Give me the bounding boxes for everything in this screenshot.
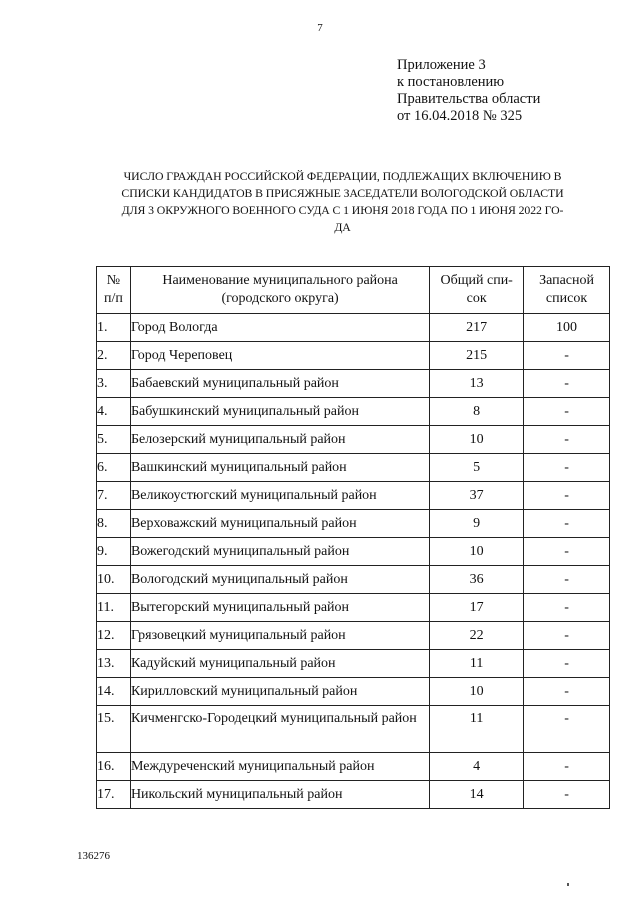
table-row — [97, 781, 610, 809]
table-header-row — [97, 267, 610, 314]
row-reserve: - — [524, 566, 610, 594]
row-total: 8 — [430, 398, 524, 426]
appendix-line: Правительства области — [397, 91, 541, 107]
header-name — [130, 267, 429, 314]
row-num: 12. — [97, 622, 131, 650]
header-total-line: Общий спи- — [440, 273, 513, 288]
row-name: Кирилловский муниципальный район — [130, 678, 429, 706]
row-num: 7. — [97, 482, 131, 510]
header-num-line: п/п — [104, 291, 123, 306]
row-reserve: - — [524, 370, 610, 398]
appendix-line: от 16.04.2018 № 325 — [397, 108, 523, 124]
title-line: ЧИСЛО ГРАЖДАН РОССИЙСКОЙ ФЕДЕРАЦИИ, ПОДЛЕЖАЩИХ ВКЛЮЧЕНИЮ В — [123, 169, 562, 183]
table-row — [97, 594, 610, 622]
row-reserve: - — [524, 706, 610, 753]
appendix-line: к постановлению — [397, 74, 505, 90]
row-reserve: - — [524, 678, 610, 706]
row-name: Бабушкинский муниципальный район — [130, 398, 429, 426]
row-reserve: - — [524, 482, 610, 510]
row-total: 11 — [430, 706, 524, 753]
row-name: Вытегорский муниципальный район — [130, 594, 429, 622]
table-row — [97, 370, 610, 398]
title-line: СПИСКИ КАНДИДАТОВ В ПРИСЯЖНЫЕ ЗАСЕДАТЕЛИ ВОЛОГОДСКОЙ ОБЛАСТИ — [121, 186, 564, 200]
header-reserve — [524, 267, 610, 314]
row-num: 3. — [97, 370, 131, 398]
row-reserve: - — [524, 454, 610, 482]
row-total: 36 — [430, 566, 524, 594]
row-name: Верховажский муниципальный район — [130, 510, 429, 538]
table-row — [97, 398, 610, 426]
row-total: 10 — [430, 538, 524, 566]
row-num: 8. — [97, 510, 131, 538]
row-reserve: 100 — [524, 314, 610, 342]
header-name-line: Наименование муниципального района — [162, 273, 398, 288]
row-total: 22 — [430, 622, 524, 650]
row-total: 9 — [430, 510, 524, 538]
row-name: Кадуйский муниципальный район — [130, 650, 429, 678]
districts-table — [96, 266, 610, 809]
row-num: 13. — [97, 650, 131, 678]
row-total: 17 — [430, 594, 524, 622]
row-name: Грязовецкий муниципальный район — [130, 622, 429, 650]
table-row — [97, 510, 610, 538]
row-name: Никольский муниципальный район — [130, 781, 429, 809]
row-num: 14. — [97, 678, 131, 706]
row-name: Город Череповец — [130, 342, 429, 370]
row-name: Вашкинский муниципальный район — [130, 454, 429, 482]
row-name: Великоустюгский муниципальный район — [130, 482, 429, 510]
table-row — [97, 706, 610, 753]
title-line: ДА — [334, 220, 351, 234]
row-reserve: - — [524, 650, 610, 678]
table-row — [97, 650, 610, 678]
row-reserve: - — [524, 398, 610, 426]
row-total: 217 — [430, 314, 524, 342]
row-total: 14 — [430, 781, 524, 809]
appendix-line: Приложение 3 — [397, 57, 486, 73]
row-total: 10 — [430, 678, 524, 706]
row-num: 11. — [97, 594, 131, 622]
row-name: Кичменгско-Городецкий муниципальный район — [130, 706, 429, 753]
row-num: 16. — [97, 753, 131, 781]
row-name: Междуреченский муниципальный район — [130, 753, 429, 781]
table-row — [97, 622, 610, 650]
row-name: Вологодский муниципальный район — [130, 566, 429, 594]
table-row — [97, 482, 610, 510]
row-num: 17. — [97, 781, 131, 809]
table-row — [97, 753, 610, 781]
header-reserve-line: Запасной — [539, 273, 595, 288]
row-name: Город Вологда — [130, 314, 429, 342]
row-name: Белозерский муниципальный район — [130, 426, 429, 454]
row-num: 2. — [97, 342, 131, 370]
row-name: Вожегодский муниципальный район — [130, 538, 429, 566]
row-total: 5 — [430, 454, 524, 482]
document-code: 136276 — [77, 850, 110, 862]
row-total: 10 — [430, 426, 524, 454]
table-row — [97, 454, 610, 482]
scan-mark — [567, 883, 569, 886]
row-num: 9. — [97, 538, 131, 566]
row-reserve: - — [524, 342, 610, 370]
row-reserve: - — [524, 538, 610, 566]
header-name-line: (городского округа) — [221, 291, 339, 306]
header-num — [97, 267, 131, 314]
row-total: 215 — [430, 342, 524, 370]
row-num: 1. — [97, 314, 131, 342]
header-num-line: № — [106, 273, 121, 288]
row-total: 11 — [430, 650, 524, 678]
header-total — [430, 267, 524, 314]
table-row — [97, 566, 610, 594]
table-row — [97, 314, 610, 342]
row-name: Бабаевский муниципальный район — [130, 370, 429, 398]
table-row — [97, 538, 610, 566]
row-total: 37 — [430, 482, 524, 510]
row-total: 13 — [430, 370, 524, 398]
header-total-line: сок — [466, 291, 487, 306]
header-reserve-line: список — [545, 291, 588, 306]
row-num: 6. — [97, 454, 131, 482]
row-num: 10. — [97, 566, 131, 594]
row-reserve: - — [524, 781, 610, 809]
title-line: ДЛЯ 3 ОКРУЖНОГО ВОЕННОГО СУДА С 1 ИЮНЯ 2018 ГОДА ПО 1 ИЮНЯ 2022 ГО- — [121, 203, 564, 217]
page-number: 7 — [317, 22, 323, 34]
row-reserve: - — [524, 753, 610, 781]
row-total: 4 — [430, 753, 524, 781]
row-num: 4. — [97, 398, 131, 426]
document-title — [80, 168, 605, 236]
row-reserve: - — [524, 426, 610, 454]
table-row — [97, 342, 610, 370]
table-row — [97, 426, 610, 454]
appendix-block — [397, 57, 540, 125]
row-num: 5. — [97, 426, 131, 454]
row-num: 15. — [97, 706, 131, 753]
row-reserve: - — [524, 622, 610, 650]
row-reserve: - — [524, 510, 610, 538]
table-row — [97, 678, 610, 706]
row-reserve: - — [524, 594, 610, 622]
